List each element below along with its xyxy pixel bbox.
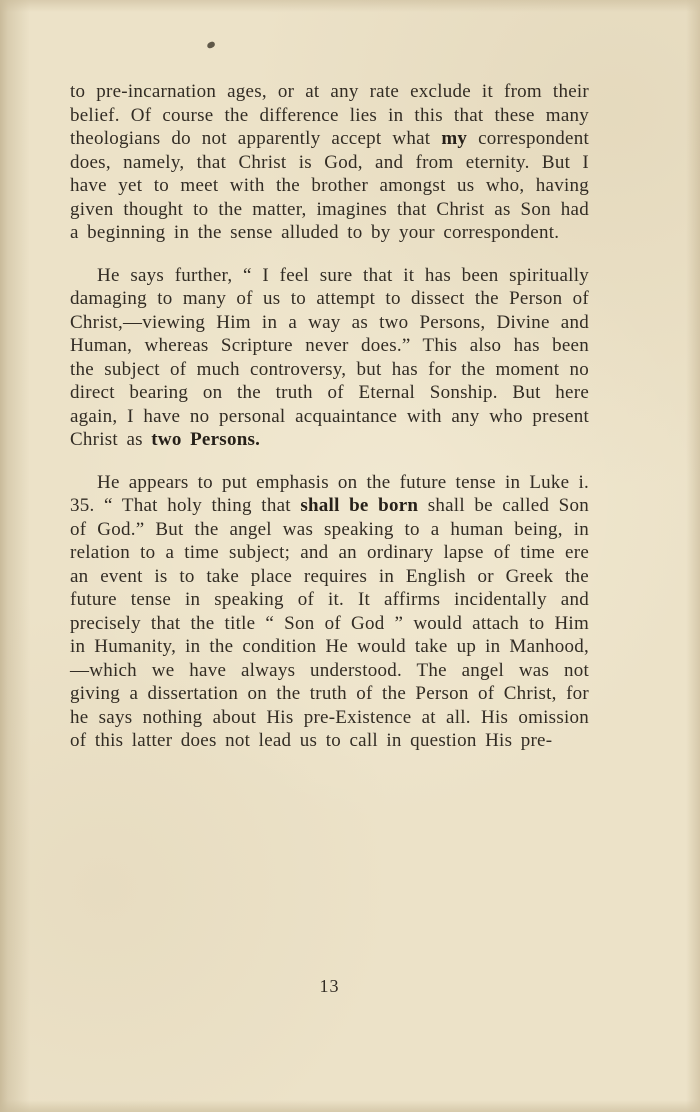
text-run: correspondent does, namely, that Christ is God, and from eternity. But I have yet to meet with the brother amongst us who, having given thought to the matter, imagines that Christ as Son had a beginning in the sense alluded to by your correspondent. <box>70 128 589 243</box>
text-run: He appears to put emphasis on the future tense in Luke i. 35. “ That holy thing that <box>70 471 589 516</box>
ink-speck <box>206 41 215 49</box>
paragraph-1 <box>70 80 589 245</box>
paragraph-2 <box>70 264 589 452</box>
paragraph-3 <box>70 471 589 753</box>
text-run: He says further, “ I feel sure that it has been spiritually damaging to many of us to attempt to dissect the Person of Christ,—viewing Him in a way as two Persons, Divine and Human, whereas Scripture never does.” This also has been the subject of much controversy, but has for the moment no direct bearing on the truth of Eternal Sonship. But here again, I have no personal acquaintance with any who present Christ as <box>70 264 589 450</box>
text-run: shall be called Son of God.” But the angel was speaking to a human being, in relation to a time subject; and an ordinary lapse of time ere an event is to take place requires in English or Greek the future tense in speaking of it. It affirms incidentally and precisely that the title “ Son of God ” would attach to Him in Humanity, in the condition He would take up in Manhood,—which we have always understood. The angel was not giving a dissertation on the truth of the Person of Christ, for he says nothing about His pre-Existence at all. His omission of this latter does not lead us to call in question His pre- <box>70 495 589 751</box>
text-block <box>70 80 589 753</box>
text-run-bold: shall be born <box>300 495 419 516</box>
page-number: 13 <box>319 976 340 996</box>
text-run-bold: two Persons. <box>151 429 261 450</box>
text-run-bold: my <box>441 128 468 149</box>
text-run: to pre-incarnation ages, or at any rate exclude it from their belief. Of course the difference lies in this that these many theologians do not apparently accept what <box>70 81 589 149</box>
